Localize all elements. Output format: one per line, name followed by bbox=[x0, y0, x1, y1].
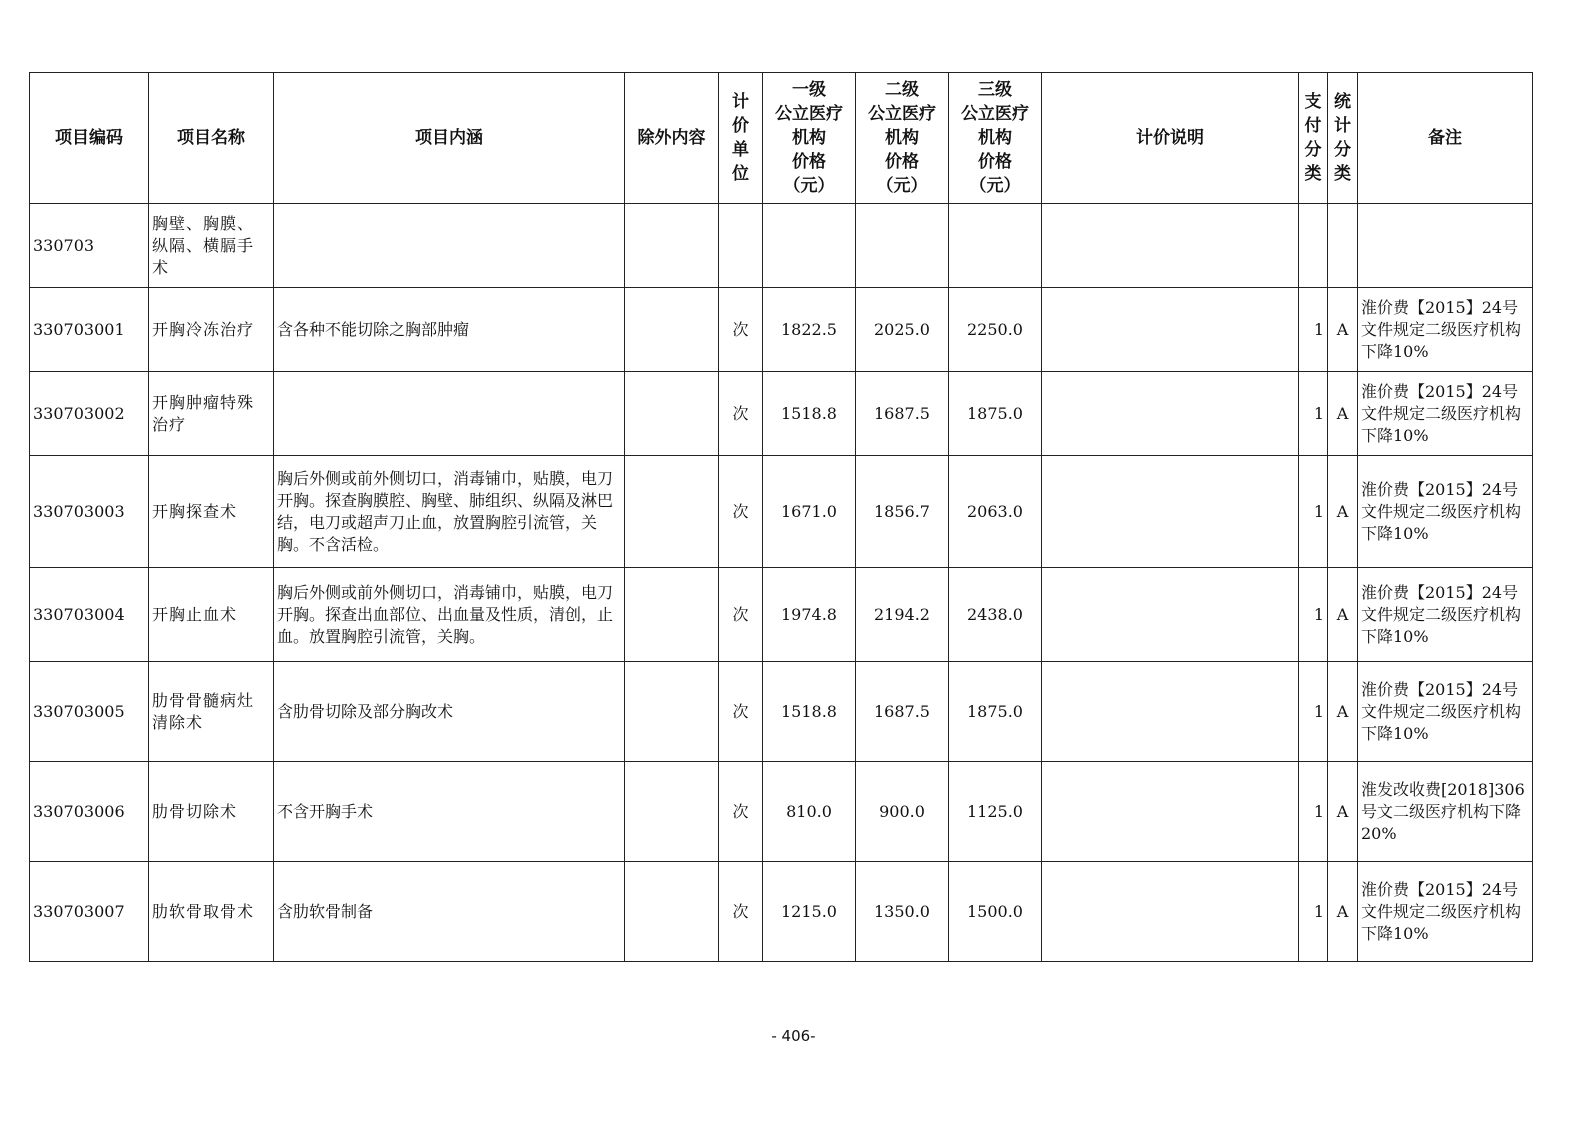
cell-price-level2: 900.0 bbox=[856, 762, 949, 862]
cell-price-level1: 1822.5 bbox=[763, 288, 856, 372]
cell-price-level2: 1687.5 bbox=[856, 662, 949, 762]
cell-content: 不含开胸手术 bbox=[274, 762, 625, 862]
price-table bbox=[29, 72, 1533, 962]
cell-excluded bbox=[625, 372, 719, 456]
cell-name: 开胸止血术 bbox=[149, 568, 274, 662]
cell-code: 330703001 bbox=[30, 288, 149, 372]
cell-content: 含肋骨切除及部分胸改术 bbox=[274, 662, 625, 762]
table-row bbox=[30, 862, 1533, 962]
cell-price-level1: 1671.0 bbox=[763, 456, 856, 568]
cell-content bbox=[274, 204, 625, 288]
cell-stat-class: A bbox=[1328, 568, 1358, 662]
cell-code: 330703 bbox=[30, 204, 149, 288]
cell-remark bbox=[1358, 204, 1533, 288]
cell-price-level3 bbox=[949, 204, 1042, 288]
cell-remark: 淮价费【2015】24号文件规定二级医疗机构下降10% bbox=[1358, 288, 1533, 372]
cell-name: 开胸探查术 bbox=[149, 456, 274, 568]
cell-code: 330703006 bbox=[30, 762, 149, 862]
header-unit: 计价单位 bbox=[719, 73, 763, 204]
cell-content: 含各种不能切除之胸部肿瘤 bbox=[274, 288, 625, 372]
cell-stat-class: A bbox=[1328, 662, 1358, 762]
cell-excluded bbox=[625, 662, 719, 762]
header-remark: 备注 bbox=[1358, 73, 1533, 204]
cell-code: 330703004 bbox=[30, 568, 149, 662]
cell-pay-class bbox=[1299, 204, 1328, 288]
cell-price-level2: 2025.0 bbox=[856, 288, 949, 372]
header-code: 项目编码 bbox=[30, 73, 149, 204]
cell-price-level3: 2250.0 bbox=[949, 288, 1042, 372]
cell-remark: 淮价费【2015】24号文件规定二级医疗机构下降10% bbox=[1358, 862, 1533, 962]
cell-stat-class: A bbox=[1328, 862, 1358, 962]
cell-stat-class: A bbox=[1328, 762, 1358, 862]
cell-name: 肋骨骨髓病灶清除术 bbox=[149, 662, 274, 762]
header-name: 项目名称 bbox=[149, 73, 274, 204]
cell-price-level1: 810.0 bbox=[763, 762, 856, 862]
cell-unit: 次 bbox=[719, 568, 763, 662]
cell-pay-class: 1 bbox=[1299, 568, 1328, 662]
cell-pricing-note bbox=[1042, 862, 1299, 962]
cell-price-level3: 2063.0 bbox=[949, 456, 1042, 568]
cell-price-level2: 1856.7 bbox=[856, 456, 949, 568]
cell-price-level2: 1687.5 bbox=[856, 372, 949, 456]
cell-name: 肋软骨取骨术 bbox=[149, 862, 274, 962]
header-price-level3: 三级 公立医疗 机构 价格 （元） bbox=[949, 73, 1042, 204]
cell-price-level3: 1500.0 bbox=[949, 862, 1042, 962]
cell-pricing-note bbox=[1042, 456, 1299, 568]
cell-excluded bbox=[625, 456, 719, 568]
cell-content: 含肋软骨制备 bbox=[274, 862, 625, 962]
cell-price-level1: 1974.8 bbox=[763, 568, 856, 662]
price-table-page bbox=[29, 72, 1533, 962]
cell-unit: 次 bbox=[719, 372, 763, 456]
cell-pricing-note bbox=[1042, 762, 1299, 862]
cell-price-level3: 1875.0 bbox=[949, 372, 1042, 456]
cell-pricing-note bbox=[1042, 568, 1299, 662]
cell-pay-class: 1 bbox=[1299, 862, 1328, 962]
cell-price-level3: 2438.0 bbox=[949, 568, 1042, 662]
cell-price-level3: 1125.0 bbox=[949, 762, 1042, 862]
header-pay-class: 支付分类 bbox=[1299, 73, 1328, 204]
cell-excluded bbox=[625, 762, 719, 862]
cell-pay-class: 1 bbox=[1299, 456, 1328, 568]
cell-content: 胸后外侧或前外侧切口，消毒铺巾，贴膜，电刀开胸。探查出血部位、出血量及性质，清创，止血。放置胸腔引流管，关胸。 bbox=[274, 568, 625, 662]
cell-stat-class: A bbox=[1328, 456, 1358, 568]
cell-stat-class bbox=[1328, 204, 1358, 288]
table-row bbox=[30, 568, 1533, 662]
cell-remark: 淮价费【2015】24号文件规定二级医疗机构下降10% bbox=[1358, 568, 1533, 662]
header-pricing-note: 计价说明 bbox=[1042, 73, 1299, 204]
cell-name: 肋骨切除术 bbox=[149, 762, 274, 862]
cell-code: 330703002 bbox=[30, 372, 149, 456]
header-price-level2: 二级 公立医疗 机构 价格 （元） bbox=[856, 73, 949, 204]
cell-pricing-note bbox=[1042, 204, 1299, 288]
cell-unit: 次 bbox=[719, 862, 763, 962]
header-row bbox=[30, 73, 1533, 204]
cell-code: 330703007 bbox=[30, 862, 149, 962]
cell-name: 开胸肿瘤特殊治疗 bbox=[149, 372, 274, 456]
table-row bbox=[30, 288, 1533, 372]
cell-content bbox=[274, 372, 625, 456]
cell-excluded bbox=[625, 862, 719, 962]
cell-price-level1: 1518.8 bbox=[763, 372, 856, 456]
cell-code: 330703003 bbox=[30, 456, 149, 568]
cell-price-level1: 1215.0 bbox=[763, 862, 856, 962]
cell-stat-class: A bbox=[1328, 288, 1358, 372]
cell-price-level2: 1350.0 bbox=[856, 862, 949, 962]
table-row bbox=[30, 372, 1533, 456]
cell-price-level2 bbox=[856, 204, 949, 288]
table-row bbox=[30, 762, 1533, 862]
cell-name: 胸壁、胸膜、纵隔、横膈手术 bbox=[149, 204, 274, 288]
cell-pricing-note bbox=[1042, 288, 1299, 372]
cell-price-level1 bbox=[763, 204, 856, 288]
page-number: - 406- bbox=[771, 1027, 816, 1045]
cell-price-level1: 1518.8 bbox=[763, 662, 856, 762]
cell-code: 330703005 bbox=[30, 662, 149, 762]
cell-unit: 次 bbox=[719, 662, 763, 762]
header-excluded: 除外内容 bbox=[625, 73, 719, 204]
table-row bbox=[30, 456, 1533, 568]
cell-price-level3: 1875.0 bbox=[949, 662, 1042, 762]
cell-excluded bbox=[625, 288, 719, 372]
cell-remark: 淮价费【2015】24号文件规定二级医疗机构下降10% bbox=[1358, 662, 1533, 762]
cell-content: 胸后外侧或前外侧切口，消毒铺巾，贴膜，电刀开胸。探查胸膜腔、胸壁、肺组织、纵隔及淋巴结，电刀或超声刀止血，放置胸腔引流管，关胸。不含活检。 bbox=[274, 456, 625, 568]
cell-unit bbox=[719, 204, 763, 288]
cell-pricing-note bbox=[1042, 372, 1299, 456]
cell-pricing-note bbox=[1042, 662, 1299, 762]
cell-pay-class: 1 bbox=[1299, 372, 1328, 456]
cell-unit: 次 bbox=[719, 288, 763, 372]
cell-excluded bbox=[625, 204, 719, 288]
cell-unit: 次 bbox=[719, 456, 763, 568]
cell-pay-class: 1 bbox=[1299, 662, 1328, 762]
cell-remark: 淮发改收费[2018]306号文二级医疗机构下降20% bbox=[1358, 762, 1533, 862]
header-price-level1: 一级 公立医疗 机构 价格 （元） bbox=[763, 73, 856, 204]
header-stat-class: 统计分类 bbox=[1328, 73, 1358, 204]
cell-excluded bbox=[625, 568, 719, 662]
cell-remark: 淮价费【2015】24号文件规定二级医疗机构下降10% bbox=[1358, 456, 1533, 568]
cell-pay-class: 1 bbox=[1299, 762, 1328, 862]
cell-pay-class: 1 bbox=[1299, 288, 1328, 372]
cell-stat-class: A bbox=[1328, 372, 1358, 456]
cell-name: 开胸冷冻治疗 bbox=[149, 288, 274, 372]
table-row bbox=[30, 662, 1533, 762]
cell-price-level2: 2194.2 bbox=[856, 568, 949, 662]
cell-remark: 淮价费【2015】24号文件规定二级医疗机构下降10% bbox=[1358, 372, 1533, 456]
cell-unit: 次 bbox=[719, 762, 763, 862]
table-row bbox=[30, 204, 1533, 288]
header-content: 项目内涵 bbox=[274, 73, 625, 204]
